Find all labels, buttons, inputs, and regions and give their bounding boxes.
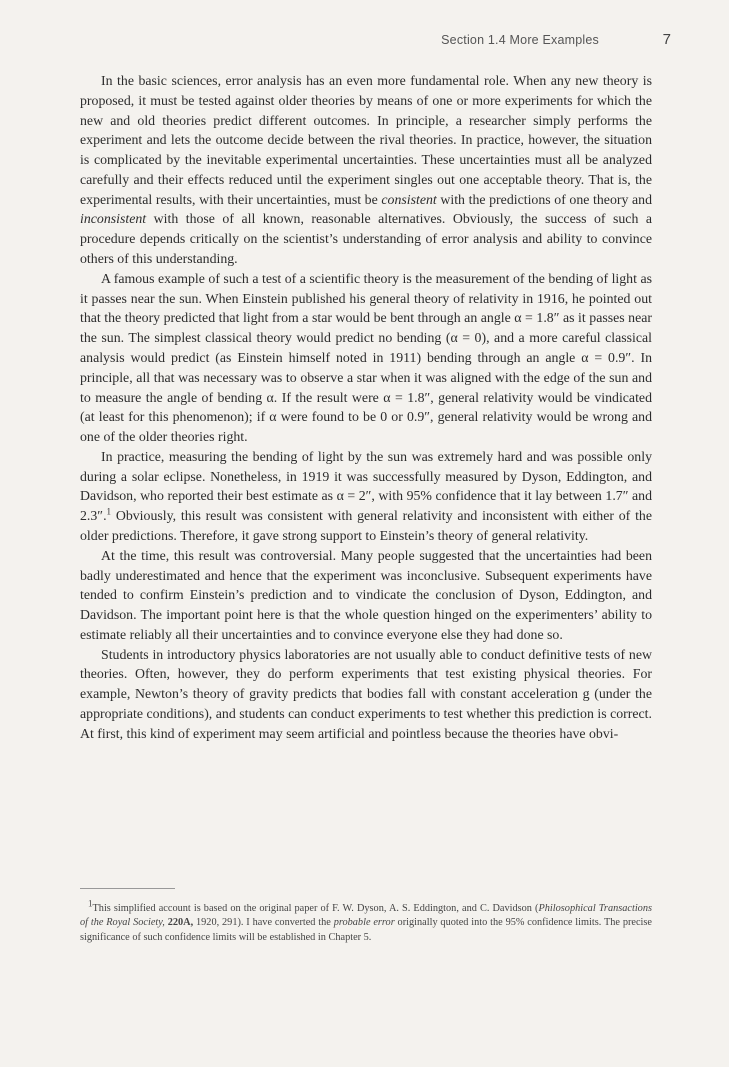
journal-title: Philosophical Transactions of the Royal Society, bbox=[80, 903, 652, 929]
running-head: Section 1.4 More Examples bbox=[441, 33, 599, 47]
emphasis-inconsistent: inconsistent bbox=[80, 211, 147, 227]
paragraph-4: At the time, this result was controversial. Many people suggested that the uncertainties had been badly underestimated and hence that the experiment was inconclusive. Subsequent experiments have tended to confirm Einstein’s prediction and to vindicate the conclusion of Dyson, Eddington, and Davidson. The important point here is that the whole question hinged on the experimenters’ ability to estimate reliably all their uncertainties and to convince everyone else they had done so. bbox=[80, 547, 652, 642]
paragraph-2: A famous example of such a test of a scientific theory is the measurement of the bending of light as it passes near the sun. When Einstein published his general theory of relativity in 1916, he pointed out that the theory predicted that light from a star would be bent through an angle α = 1.8″ as it passes near the sun. The simplest classical theory would predict no bending (α = 0), and a more careful classical analysis would predict (as Einstein himself noted in 1911) bending through an angle α = 0.9″. In principle, all that was necessary was to observe a star when it was aligned with the edge of the sun and to measure the angle of bending α. If the result were α = 1.8″, general relativity would be vindicated (at least for this phenomenon); if α were found to be 0 or 0.9″, general relativity would be wrong and one of the older theories right. bbox=[80, 270, 652, 445]
paragraph-3: In practice, measuring the bending of light by the sun was extremely hard and was possible only during a solar eclipse. Nonetheless, in 1919 it was successfully measured by Dyson, Eddington, and Davidson, who reported their best estimate as α = 2″, with 95% confidence that it lay between 1.7″ and 2.3″.$^1$ Obviously, this result was consistent with general relativity and inconsistent with either of the older predictions. Therefore, it gave strong support to Einstein’s theory of general relativity. bbox=[80, 448, 652, 543]
emphasis-consistent: consistent bbox=[381, 191, 437, 207]
journal-volume: 220A, bbox=[164, 917, 194, 929]
body-text bbox=[80, 71, 652, 744]
footnote: $^1$This simplified account is based on the original paper of F. W. Dyson, A. S. Eddington, and C. Davidson (Philosophical Transactions of the Royal Society, 220A, 1920, 291). I have converted the probable error originally quoted into the 95% confidence limits. The precise significance of such confidence limits will be established in Chapter 5. bbox=[80, 898, 652, 943]
footnote-marker: 1 bbox=[88, 898, 93, 909]
footnote-reference: 1 bbox=[106, 506, 112, 517]
paragraph-1: In the basic sciences, error analysis has an even more fundamental role. When any new theory is proposed, it must be tested against older theories by means of one or more experiments for which the new and old theories predict different outcomes. In principle, a researcher simply performs the experiment and lets the outcome decide between the rival theories. In practice, however, the situation is complicated by the inevitable experimental uncertainties. These uncertainties must all be analyzed carefully and their effects reduced until the experiment singles out one acceptable theory. That is, the experimental results, with their uncertainties, must be consistent with the predictions of one theory and inconsistent with those of all known, reasonable alternatives. Obviously, the success of such a procedure depends critically on the scientist’s understanding of error analysis and ability to convince others of this understanding. bbox=[80, 73, 653, 267]
footnote-divider bbox=[80, 888, 175, 889]
page-number: 7 bbox=[662, 31, 671, 48]
paragraph-5: Students in introductory physics laboratories are not usually able to conduct definitive tests of new theories. Often, however, they do perform experiments that test existing physical theories. For example, Newton’s theory of gravity predicts that bodies fall with constant acceleration g (under the appropriate conditions), and students can conduct experiments to test whether this prediction is correct. At first, this kind of experiment may seem artificial and pointless because the theories have obvi- bbox=[80, 646, 652, 741]
emphasis-probable-error: probable error bbox=[333, 917, 395, 929]
